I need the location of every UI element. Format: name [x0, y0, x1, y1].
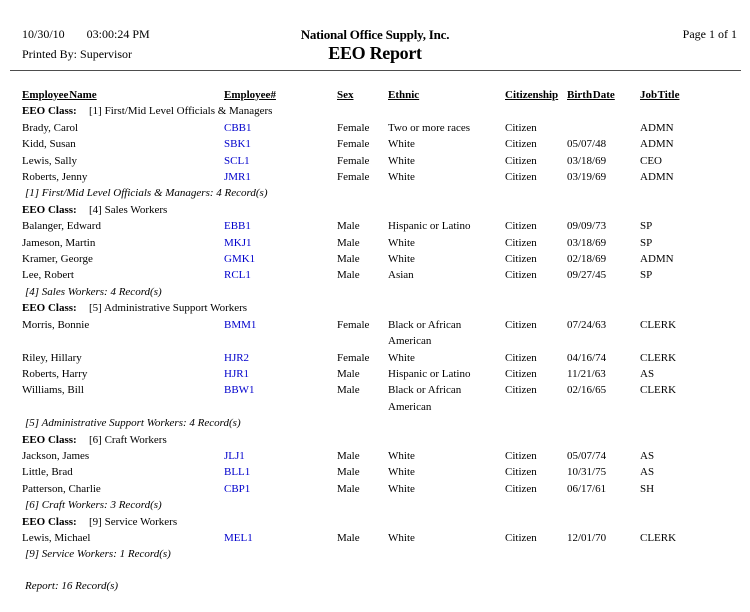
employee-name-cell: Jackson, James — [22, 449, 90, 462]
employee-number-link[interactable]: CBB1 — [224, 121, 252, 134]
employee-row — [22, 530, 742, 546]
birth-date-cell: 03/19/69 — [567, 171, 607, 184]
column-header-sex: Sex — [337, 89, 354, 101]
eeo-class-subtotal: [9] Service Workers: 1 Record(s) — [25, 548, 171, 561]
employee-number-link[interactable]: EBB1 — [224, 220, 251, 233]
birth-date-cell: 07/24/63 — [567, 318, 607, 331]
citizenship-cell: Citizen — [505, 449, 537, 462]
citizenship-cell: Citizen — [505, 367, 537, 380]
job-title-cell: CLERK — [640, 384, 677, 397]
citizenship-cell: Citizen — [505, 236, 537, 249]
sex-cell: Male — [337, 367, 360, 380]
employee-name-cell: Williams, Bill — [22, 384, 84, 397]
employee-number-link[interactable]: JMR1 — [224, 171, 251, 184]
column-header-ethnic: Ethnic — [388, 89, 420, 101]
ethnic-cell: White — [388, 171, 415, 184]
employee-name-cell: Roberts, Jenny — [22, 171, 88, 184]
ethnic-cell: Two or more races — [388, 121, 471, 134]
employee-name-cell: Lewis, Sally — [22, 154, 77, 167]
job-title-cell: CLERK — [640, 351, 677, 364]
page-indicator: Page 1 of 1 — [682, 27, 737, 41]
employee-name-cell: Balanger, Edward — [22, 220, 101, 233]
eeo-class-title: [9] Service Workers — [89, 515, 178, 528]
employee-number-link[interactable]: HJR1 — [224, 367, 250, 380]
sex-cell: Male — [337, 384, 360, 397]
job-title-cell: SH — [640, 482, 655, 495]
birth-date-cell: 03/18/69 — [567, 154, 607, 167]
birth-date-cell: 02/16/65 — [567, 384, 607, 397]
ethnic-cell: White — [388, 466, 415, 479]
employee-row — [22, 366, 742, 382]
job-title-cell: ADMN — [640, 253, 674, 266]
ethnic-cell: Hispanic or Latino — [388, 367, 471, 380]
employee-row — [22, 317, 742, 350]
job-title-cell: ADMN — [640, 138, 674, 151]
employee-name-cell: Little, Brad — [22, 466, 73, 479]
column-header-job-title: Job Title — [640, 89, 680, 101]
report-body — [22, 103, 742, 562]
eeo-table — [22, 87, 742, 563]
citizenship-cell: Citizen — [505, 351, 537, 364]
job-title-cell: ADMN — [640, 171, 674, 184]
sex-cell: Female — [337, 154, 370, 167]
employee-name-cell: Patterson, Charlie — [22, 482, 101, 495]
job-title-cell: ADMN — [640, 121, 674, 134]
header-divider — [10, 70, 741, 71]
sex-cell: Female — [337, 171, 370, 184]
employee-row — [22, 251, 742, 267]
employee-row — [22, 169, 742, 185]
employee-row — [22, 218, 742, 234]
citizenship-cell: Citizen — [505, 220, 537, 233]
employee-row — [22, 267, 742, 283]
birth-date-cell: 05/07/74 — [567, 449, 607, 462]
job-title-cell: AS — [640, 449, 655, 462]
eeo-class-subtotal: [1] First/Mid Level Officials & Managers: 4 Record(s) — [25, 187, 268, 200]
sex-cell: Male — [337, 220, 360, 233]
column-header-employee-number: Employee# — [224, 89, 276, 101]
employee-number-link[interactable]: BMM1 — [224, 318, 257, 331]
citizenship-cell: Citizen — [505, 253, 537, 266]
column-header-row — [22, 87, 742, 103]
eeo-class-title: [5] Administrative Support Workers — [89, 302, 248, 315]
printed-by-label: Printed By: — [22, 47, 78, 61]
employee-row — [22, 136, 742, 152]
employee-number-link[interactable]: HJR2 — [224, 351, 250, 364]
sex-cell: Male — [337, 269, 360, 282]
ethnic-cell: Hispanic or Latino — [388, 220, 471, 233]
eeo-class-header — [22, 202, 742, 218]
employee-number-link[interactable]: SBK1 — [224, 138, 251, 151]
employee-name-cell: Lee, Robert — [22, 269, 74, 282]
eeo-class-header — [22, 432, 742, 448]
eeo-class-label: EEO Class: — [22, 203, 77, 216]
eeo-class-title: [6] Craft Workers — [89, 433, 167, 446]
eeo-class-header — [22, 103, 742, 119]
employee-row — [22, 153, 742, 169]
employee-name-cell: Riley, Hillary — [22, 351, 82, 364]
employee-row — [22, 448, 742, 464]
employee-name-cell: Lewis, Michael — [22, 531, 91, 544]
column-header-birth-date: Birth Date — [567, 89, 615, 101]
employee-name-cell: Morris, Bonnie — [22, 318, 90, 331]
job-title-cell: SP — [640, 236, 653, 249]
sex-cell: Female — [337, 121, 370, 134]
sex-cell: Male — [337, 531, 360, 544]
job-title-cell: SP — [640, 220, 653, 233]
ethnic-cell: White — [388, 236, 415, 249]
birth-date-cell: 05/07/48 — [567, 138, 607, 151]
employee-row — [22, 464, 742, 480]
column-header-citizenship: Citizenship — [505, 89, 559, 101]
employee-number-link[interactable]: RCL1 — [224, 269, 251, 282]
birth-date-cell: 04/16/74 — [567, 351, 607, 364]
print-time: 03:00:24 PM — [86, 27, 150, 41]
employee-row — [22, 382, 742, 415]
employee-number-link[interactable]: MKJ1 — [224, 236, 252, 249]
report-summary: Report: 16 Record(s) — [25, 580, 119, 592]
eeo-class-header — [22, 514, 742, 530]
sex-cell: Female — [337, 351, 370, 364]
citizenship-cell: Citizen — [505, 482, 537, 495]
sex-cell: Male — [337, 449, 360, 462]
eeo-class-label: EEO Class: — [22, 105, 77, 118]
citizenship-cell: Citizen — [505, 466, 537, 479]
sex-cell: Female — [337, 138, 370, 151]
birth-date-cell: 06/17/61 — [567, 482, 607, 495]
ethnic-cell: White — [388, 531, 415, 544]
citizenship-cell: Citizen — [505, 154, 537, 167]
employee-name-cell: Roberts, Harry — [22, 367, 88, 380]
eeo-class-subtotal: [6] Craft Workers: 3 Record(s) — [25, 499, 162, 512]
citizenship-cell: Citizen — [505, 384, 537, 397]
employee-number-link[interactable]: JLJ1 — [224, 449, 245, 462]
eeo-class-label: EEO Class: — [22, 302, 77, 315]
job-title-cell: CEO — [640, 154, 662, 167]
employee-name-cell: Brady, Carol — [22, 121, 79, 134]
employee-number-link[interactable]: MEL1 — [224, 531, 253, 544]
sex-cell: Male — [337, 236, 360, 249]
company-name: National Office Supply, Inc. — [300, 27, 450, 42]
birth-date-cell: 09/09/73 — [567, 220, 607, 233]
citizenship-cell: Citizen — [505, 121, 537, 134]
eeo-class-title: [1] First/Mid Level Officials & Managers — [89, 105, 273, 118]
report-title: EEO Report — [328, 43, 422, 63]
employee-row — [22, 350, 742, 366]
sex-cell: Male — [337, 482, 360, 495]
employee-name-cell: Jameson, Martin — [22, 236, 96, 249]
birth-date-cell: 10/31/75 — [567, 466, 607, 479]
employee-name-cell: Kramer, George — [22, 253, 93, 266]
birth-date-cell: 03/18/69 — [567, 236, 607, 249]
employee-row — [22, 481, 742, 497]
job-title-cell: AS — [640, 367, 655, 380]
employee-name-cell: Kidd, Susan — [22, 138, 76, 151]
birth-date-cell: 12/01/70 — [567, 531, 607, 544]
eeo-class-label: EEO Class: — [22, 433, 77, 446]
sex-cell: Female — [337, 318, 370, 331]
employee-number-link[interactable]: BBW1 — [224, 384, 255, 397]
employee-number-link[interactable]: BLL1 — [224, 466, 251, 479]
ethnic-cell: Asian — [388, 269, 414, 282]
employee-number-link[interactable]: GMK1 — [224, 253, 256, 266]
employee-number-link[interactable]: CBP1 — [224, 482, 251, 495]
eeo-class-title: [4] Sales Workers — [89, 203, 168, 216]
employee-row — [22, 120, 742, 136]
ethnic-cell: White — [388, 449, 415, 462]
birth-date-cell: 09/27/45 — [567, 269, 607, 282]
eeo-class-header — [22, 300, 742, 316]
citizenship-cell: Citizen — [505, 531, 537, 544]
eeo-class-subtotal: [5] Administrative Support Workers: 4 Record(s) — [25, 417, 241, 430]
sex-cell: Male — [337, 253, 360, 266]
ethnic-cell: Black or African American — [388, 318, 462, 348]
employee-number-link[interactable]: SCL1 — [224, 154, 250, 167]
birth-date-cell: 02/18/69 — [567, 253, 607, 266]
ethnic-cell: White — [388, 253, 415, 266]
sex-cell: Male — [337, 466, 360, 479]
printed-by-value: Supervisor — [80, 47, 133, 61]
print-date: 10/30/10 — [22, 27, 65, 41]
citizenship-cell: Citizen — [505, 269, 537, 282]
birth-date-cell: 11/21/63 — [567, 367, 606, 380]
eeo-class-label: EEO Class: — [22, 515, 77, 528]
citizenship-cell: Citizen — [505, 171, 537, 184]
ethnic-cell: White — [388, 154, 415, 167]
column-header-employee-name: Employee Name — [22, 89, 97, 101]
ethnic-cell: Black or African American — [388, 384, 462, 413]
ethnic-cell: White — [388, 482, 415, 495]
job-title-cell: SP — [640, 269, 653, 282]
citizenship-cell: Citizen — [505, 138, 537, 151]
ethnic-cell: White — [388, 138, 415, 151]
job-title-cell: AS — [640, 466, 655, 479]
job-title-cell: CLERK — [640, 531, 677, 544]
job-title-cell: CLERK — [640, 318, 677, 331]
eeo-class-subtotal: [4] Sales Workers: 4 Record(s) — [25, 285, 162, 298]
employee-row — [22, 235, 742, 251]
citizenship-cell: Citizen — [505, 318, 537, 331]
ethnic-cell: White — [388, 351, 415, 364]
